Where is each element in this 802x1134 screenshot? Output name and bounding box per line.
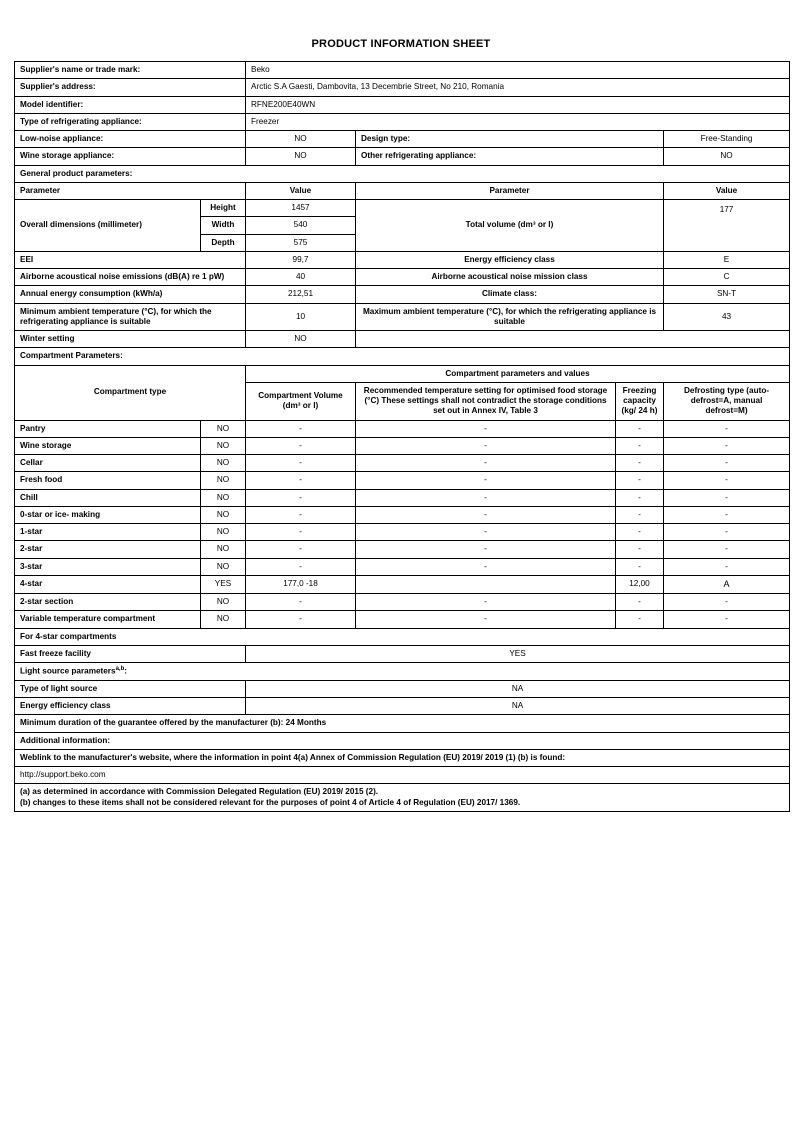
page-title: PRODUCT INFORMATION SHEET — [311, 38, 491, 50]
wine-storage-label: Wine storage appliance: — [15, 148, 246, 165]
header-parameter-left: Parameter — [15, 182, 246, 199]
supplier-name-value: Beko — [246, 62, 790, 79]
row-light-source-class — [15, 698, 790, 715]
row-weblink-url — [15, 767, 790, 784]
compartment-freezing: - — [616, 489, 664, 506]
compartment-defrosting: - — [664, 558, 790, 575]
row-additional-information — [15, 732, 790, 749]
additional-information-label: Additional information: — [15, 732, 790, 749]
table-row — [15, 524, 790, 541]
other-refrigerating-label: Other refrigerating appliance: — [356, 148, 664, 165]
supplier-address-label: Supplier's address: — [15, 79, 246, 96]
energy-efficiency-class-label: Energy efficiency class — [356, 251, 664, 268]
compartment-present: NO — [201, 611, 246, 628]
row-guarantee — [15, 715, 790, 732]
weblink-label: Weblink to the manufacturer's website, where the information in point 4(a) Annex of Commission Regulation (EU) 2019/ 2019 (1) (b) is found: — [15, 749, 790, 766]
compartment-type: 2-star section — [15, 594, 201, 611]
height-label: Height — [201, 200, 246, 217]
total-volume-label: Total volume (dm³ or l) — [356, 200, 664, 252]
compartment-volume: - — [246, 558, 356, 575]
row-supplier-name — [15, 62, 790, 79]
fast-freeze-value: YES — [246, 645, 790, 662]
compartment-volume: - — [246, 541, 356, 558]
row-light-source-type — [15, 680, 790, 697]
compartment-present: NO — [201, 420, 246, 437]
four-star-section-label: For 4-star compartments — [15, 628, 790, 645]
general-section-label: General product parameters: — [15, 165, 790, 182]
table-row — [15, 594, 790, 611]
header-compartment-type: Compartment type — [15, 365, 246, 420]
compartment-volume: - — [246, 437, 356, 454]
compartment-volume: 177,0 -18 — [246, 575, 356, 593]
compartment-volume: - — [246, 472, 356, 489]
light-source-type-label: Type of light source — [15, 680, 246, 697]
table-row — [15, 506, 790, 523]
table-row — [15, 575, 790, 593]
compartment-defrosting: - — [664, 611, 790, 628]
row-four-star-section — [15, 628, 790, 645]
design-type-value: Free-Standing — [664, 131, 790, 148]
compartment-volume: - — [246, 524, 356, 541]
light-source-section-cell — [15, 663, 790, 681]
header-freezing-capacity: Freezing capacity (kg/ 24 h) — [616, 382, 664, 420]
header-value-right: Value — [664, 182, 790, 199]
compartment-defrosting: - — [664, 437, 790, 454]
compartment-temperature: - — [356, 541, 616, 558]
noise-class-label: Airborne acoustical noise mission class — [356, 269, 664, 286]
light-source-section-label: Light source parameters — [20, 666, 116, 676]
row-wine-storage — [15, 148, 790, 165]
compartment-type: 2-star — [15, 541, 201, 558]
compartment-temperature: - — [356, 524, 616, 541]
light-source-class-label: Energy efficiency class — [15, 698, 246, 715]
table-row — [15, 455, 790, 472]
compartment-temperature: - — [356, 420, 616, 437]
compartment-defrosting: - — [664, 506, 790, 523]
height-value: 1457 — [246, 200, 356, 217]
compartment-temperature: - — [356, 558, 616, 575]
compartment-freezing: - — [616, 506, 664, 523]
width-label: Width — [201, 217, 246, 234]
compartment-defrosting: - — [664, 541, 790, 558]
table-row — [15, 558, 790, 575]
energy-efficiency-class-value: E — [664, 251, 790, 268]
compartment-type: Chill — [15, 489, 201, 506]
design-type-label: Design type: — [356, 131, 664, 148]
compartment-defrosting: - — [664, 472, 790, 489]
compartment-defrosting: A — [664, 575, 790, 593]
compartment-type: 0-star or ice- making — [15, 506, 201, 523]
compartment-present: NO — [201, 472, 246, 489]
header-parameter-right: Parameter — [356, 182, 664, 199]
compartment-type: Cellar — [15, 455, 201, 472]
row-general-headers — [15, 182, 790, 199]
overall-dimensions-label: Overall dimensions (millimeter) — [15, 200, 201, 252]
winter-setting-value: NO — [246, 331, 356, 348]
header-value-left: Value — [246, 182, 356, 199]
total-volume-value: 177 — [664, 200, 790, 252]
compartment-volume: - — [246, 611, 356, 628]
compartment-temperature: - — [356, 594, 616, 611]
appliance-type-label: Type of refrigerating appliance: — [15, 113, 246, 130]
row-appliance-type — [15, 113, 790, 130]
row-light-source-section — [15, 663, 790, 681]
depth-value: 575 — [246, 234, 356, 251]
compartment-temperature: - — [356, 472, 616, 489]
fast-freeze-label: Fast freeze facility — [15, 645, 246, 662]
header-temperature-setting: Recommended temperature setting for optimised food storage (°C) These settings shall not contradict the storage conditions set out in Annex IV, Table 3 — [356, 382, 616, 420]
light-source-type-value: NA — [246, 680, 790, 697]
compartment-freezing: 12,00 — [616, 575, 664, 593]
row-weblink-label — [15, 749, 790, 766]
footnote-a: (a) as determined in accordance with Commission Delegated Regulation (EU) 2019/ 2015 (2). — [20, 787, 379, 797]
wine-storage-value: NO — [246, 148, 356, 165]
compartment-temperature: - — [356, 489, 616, 506]
compartment-type: 3-star — [15, 558, 201, 575]
compartment-volume: - — [246, 594, 356, 611]
compartment-temperature: - — [356, 455, 616, 472]
light-source-label-suffix: : — [124, 666, 127, 676]
header-compartment-volume: Compartment Volume (dm³ or l) — [246, 382, 356, 420]
compartment-volume: - — [246, 506, 356, 523]
row-compartment-section — [15, 348, 790, 365]
low-noise-value: NO — [246, 131, 356, 148]
row-low-noise — [15, 131, 790, 148]
compartment-freezing: - — [616, 420, 664, 437]
compartment-type: 1-star — [15, 524, 201, 541]
climate-class-label: Climate class: — [356, 286, 664, 303]
compartment-freezing: - — [616, 437, 664, 454]
compartment-temperature: - — [356, 611, 616, 628]
table-row — [15, 437, 790, 454]
compartment-present: NO — [201, 489, 246, 506]
row-fast-freeze — [15, 645, 790, 662]
compartment-type: 4-star — [15, 575, 201, 593]
compartment-freezing: - — [616, 611, 664, 628]
width-value: 540 — [246, 217, 356, 234]
compartment-present: NO — [201, 594, 246, 611]
compartment-freezing: - — [616, 594, 664, 611]
compartment-present: NO — [201, 455, 246, 472]
header-defrosting-type: Defrosting type (auto-defrost=A, manual defrost=M) — [664, 382, 790, 420]
compartment-volume: - — [246, 420, 356, 437]
compartment-freezing: - — [616, 541, 664, 558]
winter-setting-label: Winter setting — [15, 331, 246, 348]
supplier-address-value: Arctic S.A Gaesti, Dambovita, 13 Decembrie Street, No 210, Romania — [246, 79, 790, 96]
row-footnotes — [15, 784, 790, 812]
compartment-freezing: - — [616, 472, 664, 489]
row-general-section — [15, 165, 790, 182]
row-model-identifier — [15, 96, 790, 113]
table-row — [15, 611, 790, 628]
other-refrigerating-value: NO — [664, 148, 790, 165]
compartment-volume: - — [246, 455, 356, 472]
compartment-defrosting: - — [664, 489, 790, 506]
annual-energy-label: Annual energy consumption (kWh/a) — [15, 286, 246, 303]
compartment-freezing: - — [616, 524, 664, 541]
model-identifier-label: Model identifier: — [15, 96, 246, 113]
compartment-present: NO — [201, 558, 246, 575]
compartment-freezing: - — [616, 558, 664, 575]
low-noise-label: Low-noise appliance: — [15, 131, 246, 148]
row-noise-emissions — [15, 269, 790, 286]
compartment-present: YES — [201, 575, 246, 593]
depth-label: Depth — [201, 234, 246, 251]
compartment-temperature — [356, 575, 616, 593]
compartment-type: Wine storage — [15, 437, 201, 454]
weblink-url[interactable]: http://support.beko.com — [15, 767, 790, 784]
min-ambient-value: 10 — [246, 303, 356, 331]
row-ambient-temperatures — [15, 303, 790, 331]
annual-energy-value: 212,51 — [246, 286, 356, 303]
table-row — [15, 472, 790, 489]
noise-class-value: C — [664, 269, 790, 286]
row-annual-energy — [15, 286, 790, 303]
appliance-type-value: Freezer — [246, 113, 790, 130]
compartment-defrosting: - — [664, 594, 790, 611]
climate-class-value: SN-T — [664, 286, 790, 303]
product-information-table — [14, 61, 790, 812]
light-source-class-value: NA — [246, 698, 790, 715]
compartment-present: NO — [201, 437, 246, 454]
compartment-volume: - — [246, 489, 356, 506]
noise-emissions-label: Airborne acoustical noise emissions (dB(A) re 1 pW) — [15, 269, 246, 286]
max-ambient-label: Maximum ambient temperature (°C), for which the refrigerating appliance is suitable — [356, 303, 664, 331]
noise-emissions-value: 40 — [246, 269, 356, 286]
compartment-defrosting: - — [664, 524, 790, 541]
compartment-defrosting: - — [664, 420, 790, 437]
compartment-type: Pantry — [15, 420, 201, 437]
footnote-b: (b) changes to these items shall not be considered relevant for the purposes of point 4 of Article 4 of Regulation (EU) 2017/ 1369. — [20, 797, 521, 807]
table-row — [15, 541, 790, 558]
footnotes-cell — [15, 784, 790, 812]
table-row — [15, 489, 790, 506]
eei-label: EEI — [15, 251, 246, 268]
compartment-freezing: - — [616, 455, 664, 472]
row-winter-setting — [15, 331, 790, 348]
min-ambient-label: Minimum ambient temperature (°C), for which the refrigerating appliance is suitable — [15, 303, 246, 331]
row-supplier-address — [15, 79, 790, 96]
header-compartment-group: Compartment parameters and values — [246, 365, 790, 382]
compartment-defrosting: - — [664, 455, 790, 472]
winter-setting-empty — [356, 331, 790, 348]
light-source-superscript: a,b — [115, 666, 125, 672]
row-dimensions-height — [15, 200, 790, 217]
guarantee-text: Minimum duration of the guarantee offered by the manufacturer (b): 24 Months — [15, 715, 790, 732]
max-ambient-value: 43 — [664, 303, 790, 331]
row-eei — [15, 251, 790, 268]
compartment-present: NO — [201, 524, 246, 541]
supplier-name-label: Supplier's name or trade mark: — [15, 62, 246, 79]
table-row — [15, 420, 790, 437]
compartment-present: NO — [201, 541, 246, 558]
compartment-type: Fresh food — [15, 472, 201, 489]
compartment-type: Variable temperature compartment — [15, 611, 201, 628]
model-identifier-value: RFNE200E40WN — [246, 96, 790, 113]
row-compartment-group-header — [15, 365, 790, 382]
compartment-temperature: - — [356, 506, 616, 523]
compartment-section-label: Compartment Parameters: — [15, 348, 790, 365]
compartment-present: NO — [201, 506, 246, 523]
compartment-temperature: - — [356, 437, 616, 454]
eei-value: 99,7 — [246, 251, 356, 268]
